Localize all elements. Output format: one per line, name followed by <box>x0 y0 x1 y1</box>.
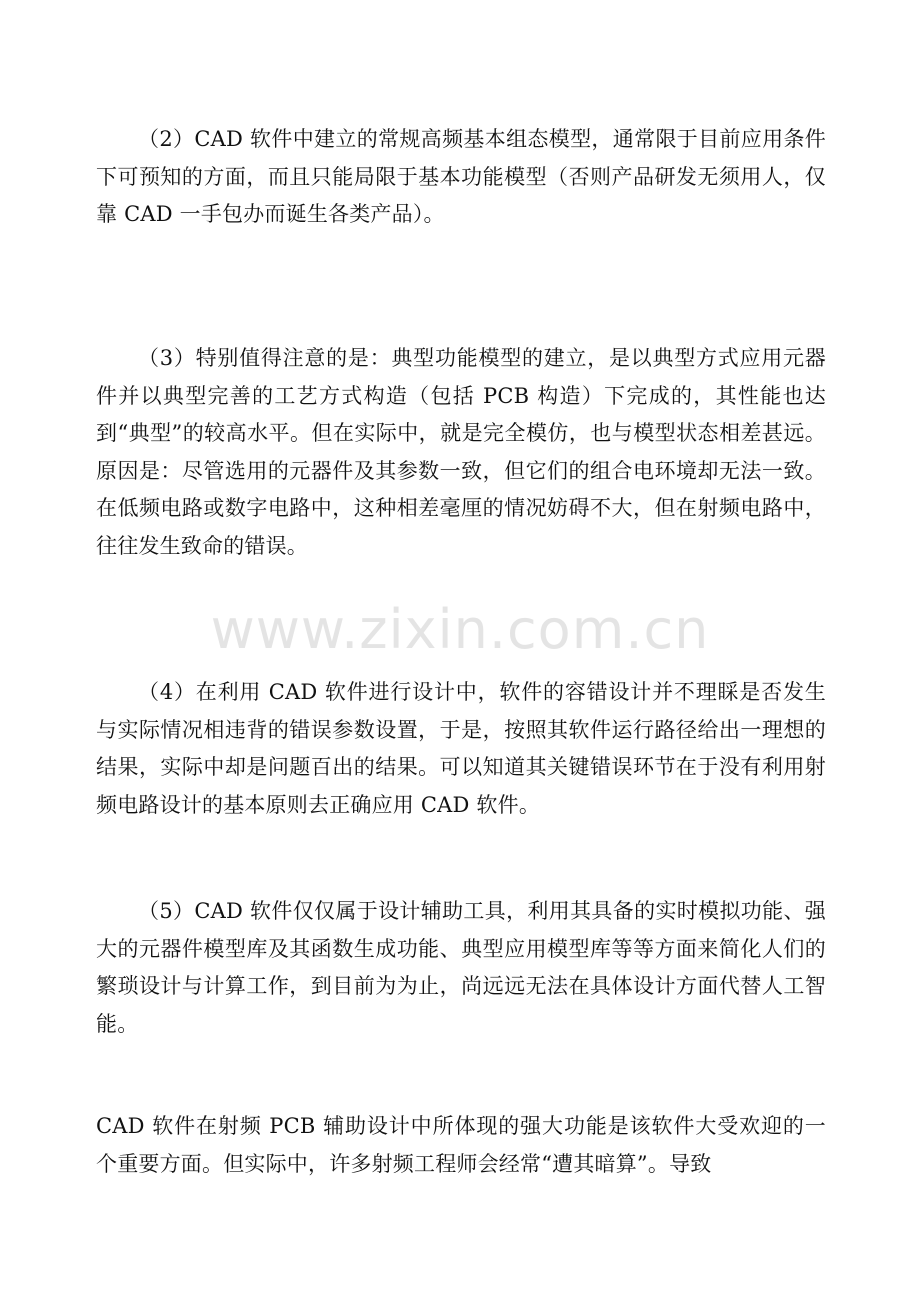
watermark: www.zixin.com.cn <box>210 598 710 661</box>
paragraph-4: （4）在利用 CAD 软件进行设计中，软件的容错设计并不理睬是否发生与实际情况相违背的错误参数设置，于是，按照其软件运行路径给出一理想的结果，实际中却是问题百出的结果。可以知道其关键错误环节在于没有利用射频电路设计的基本原则去正确应用 CAD 软件。 <box>96 680 826 817</box>
paragraph-2: （2）CAD 软件中建立的常规高频基本组态模型，通常限于目前应用条件下可预知的方面，而且只能局限于基本功能模型（否则产品研发无须用人，仅靠 CAD 一手包办而诞生各类产品）。 <box>96 127 826 226</box>
paragraph-5: （5）CAD 软件仅仅属于设计辅助工具，利用其具备的实时模拟功能、强大的元器件模型库及其函数生成功能、典型应用模型库等等方面来简化人们的繁琐设计与计算工作，到目前为为止，尚远远无法在具体设计方面代替人工智能。 <box>96 899 826 1036</box>
paragraph-6: CAD 软件在射频 PCB 辅助设计中所体现的强大功能是该软件大受欢迎的一个重要方面。但实际中，许多射频工程师会经常“遭其暗算”。导致 <box>96 1114 826 1176</box>
paragraph-3: （3）特别值得注意的是：典型功能模型的建立，是以典型方式应用元器件并以典型完善的工艺方式构造（包括 PCB 构造）下完成的，其性能也达到“典型”的较高水平。但在实际中，就是完全模仿，也与模型状态相差甚远。原因是：尽管选用的元器件及其参数一致，但它们的组合电环境却无法一致。在低频电路或数字电路中，这种相差毫厘的情况妨碍不大，但在射频电路中，往往发生致命的错误。 <box>96 346 826 558</box>
